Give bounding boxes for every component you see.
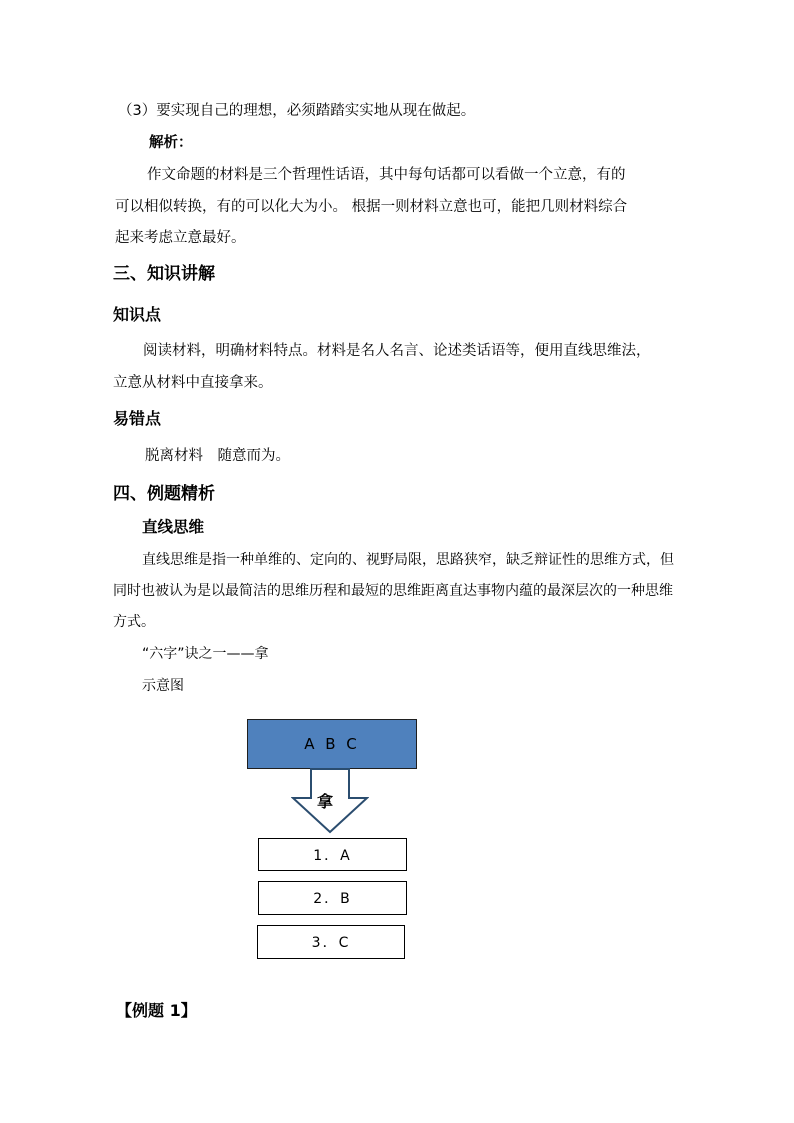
section4-title: 四、例题精析 [113,484,215,504]
diagram-top-box [247,719,417,769]
analysis-line-1: 作文命题的材料是三个哲理性话语，其中每句话都可以看做一个立意，有的 [147,167,626,183]
linear-line-3: 方式。 [113,614,155,630]
paragraph-3: （3）要实现自己的理想，必须踏踏实实地从现在做起。 [118,103,476,119]
linear-line-1: 直线思维是指一种单维的、定向的、视野局限，思路狭窄，缺乏辩证性的思维方式，但 [142,552,674,568]
diagram-top-text: A B C [304,735,360,753]
knowledge-line-1: 阅读材料，明确材料特点。材料是名人名言、论述类话语等，便用直线思维法， [143,343,651,359]
knowledge-title: 知识点 [113,305,162,324]
diagram-item-1-text: 1．A [313,847,352,864]
diagram-label: 示意图 [142,678,184,694]
six-char-text: “六字”诀之一——拿 [142,646,269,662]
section3-title: 三、知识讲解 [113,264,215,284]
diagram-item-2 [258,881,407,915]
linear-line-2: 同时也被认为是以最简洁的思维历程和最短的思维距离直达事物内蕴的最深层次的一种思维 [113,583,673,599]
error-title: 易错点 [113,409,162,428]
linear-title: 直线思维 [142,518,205,536]
analysis-label: 解析： [149,135,193,151]
diagram-item-3 [257,925,405,959]
diagram-item-2-text: 2．B [313,891,352,907]
diagram-item-1 [258,838,407,871]
analysis-line-3: 起来考虑立意最好。 [115,230,246,246]
diagram-item-3-text: 3．C [311,935,351,951]
arrow-label: 拿 [317,792,334,811]
knowledge-line-2: 立意从材料中直接拿来。 [113,375,273,391]
analysis-line-2: 可以相似转换，有的可以化大为小。 根据一则材料立意也可，能把几则材料综合 [115,199,628,215]
example-label: 【例题 1】 [116,1001,197,1020]
error-text: 脱离材料 随意而为。 [145,448,290,464]
